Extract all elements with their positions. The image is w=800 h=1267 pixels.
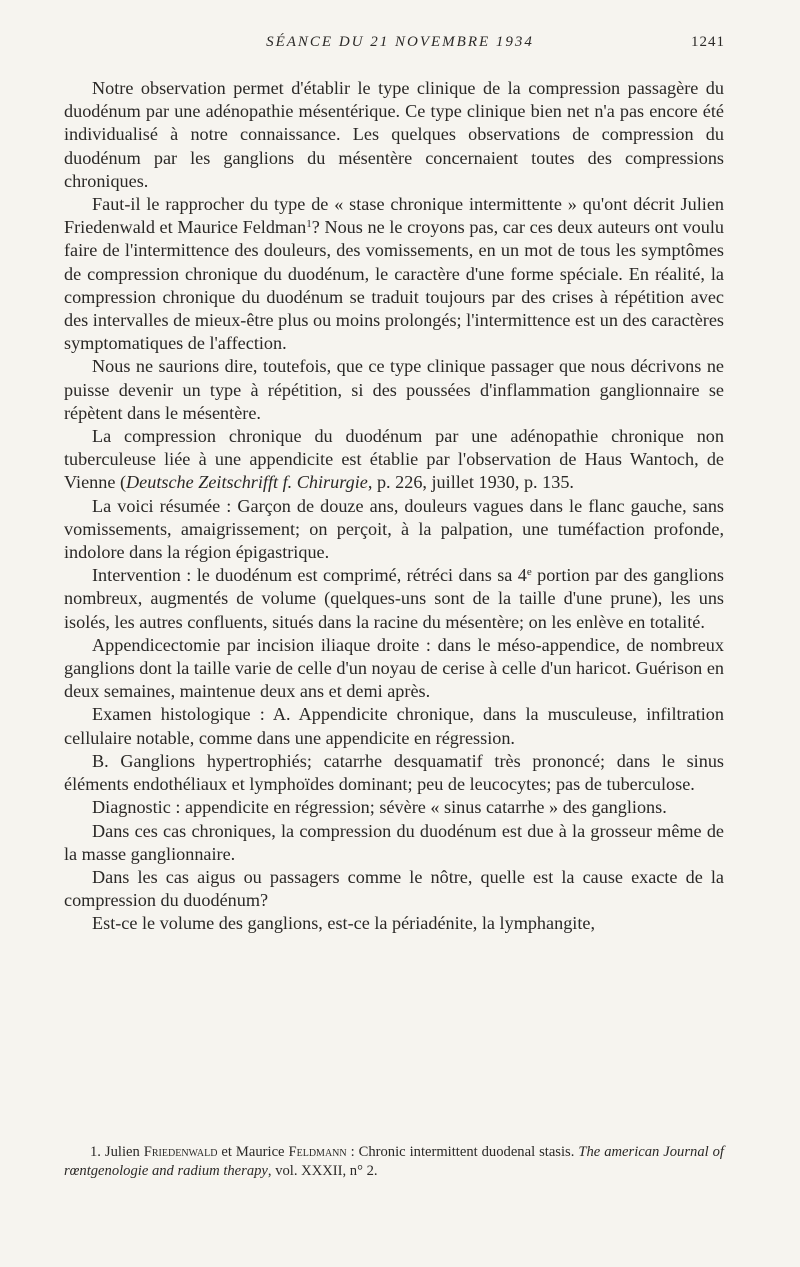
paragraph: Dans les cas aigus ou passagers comme le nôtre, quelle est la cause exacte de la compression du duodénum? — [64, 866, 724, 911]
journal-citation: Deutsche Zeitschrifft f. Chirurgie — [126, 472, 368, 493]
main-text — [64, 77, 724, 936]
header-title: SÉANCE DU 21 NOVEMBRE 1934 — [266, 34, 534, 50]
paragraph: Notre observation permet d'établir le type clinique de la compression passagère du duodénum par une adénopathie mésentérique. Ce type clinique bien net n'a pas encore été individualisé à notre connaissance. Les quelques observations de compression du duodénum par les ganglions du mésentère concernaient toutes des compressions chroniques. — [64, 78, 724, 191]
running-header — [0, 32, 800, 58]
paragraph: B. Ganglions hypertrophiés; catarrhe desquamatif très prononcé; dans le sinus éléments endothéliaux et lymphoïdes dominant; peu de leucocytes; pas de tuberculose. — [64, 750, 724, 795]
footnote-journal: The american Journal of rœntgenologie and radium therapy — [64, 1144, 724, 1179]
paragraph: Dans ces cas chroniques, la compression du duodénum est due à la grosseur même de la masse ganglionnaire. — [64, 820, 724, 864]
paragraph: Faut-il le rapprocher du type de « stase chronique intermittente » qu'ont décrit Julien Friedenwald et Maurice Feldman$^1$? Nous ne le croyons pas, car ces deux auteurs ont voulu faire de l'intermittence des douleurs, des vomissements, en un mot de tous les symptômes de compression chronique du duodénum, le caractère d'une forme spéciale. En réalité, la compression chronique du duodénum se traduit toujours par des crises à répétition avec des intervalles de mieux-être plus ou moins prolongés; l'intermittence est un des caractères symptomatiques de l'affection. — [64, 194, 724, 354]
paragraph: Nous ne saurions dire, toutefois, que ce type clinique passager que nous décrivons ne puisse devenir un type à répétition, si des poussées d'inflammation ganglionnaire se répètent dans le mésentère. — [64, 356, 724, 423]
paragraph: Est-ce le volume des ganglions, est-ce la périadénite, la lymphangite, — [92, 913, 596, 934]
footnote: 1. Julien Friedenwald et Maurice Feldmann : Chronic intermittent duodenal stasis. The american Journal of rœntgenologie and radium therapy, vol. XXXII, n° 2. — [64, 1144, 724, 1179]
paragraph: Intervention : le duodénum est comprimé, rétréci dans sa 4e portion par des ganglions nombreux, augmentés de volume (quelques-uns sont de la taille d'une prune), les uns isolés, les autres confluents, situés dans la racine du mésentère; on les enlève en totalité. — [64, 565, 724, 632]
paragraph: Appendicectomie par incision iliaque droite : dans le méso-appendice, de nombreux ganglions dont la taille varie de celle d'un noyau de cerise à celle d'un haricot. Guérison en deux semaines, maintenue deux ans et demi après. — [64, 634, 724, 702]
page-number: 1241 — [691, 34, 725, 50]
paragraph: Examen histologique : A. Appendicite chronique, dans la musculeuse, infiltration cellulaire notable, comme dans une appendicite en régression. — [64, 704, 724, 748]
footnote-reference[interactable]: 1 — [306, 218, 312, 231]
paragraph: Diagnostic : appendicite en régression; sévère « sinus catarrhe » des ganglions. — [92, 797, 667, 818]
paragraph: La compression chronique du duodénum par une adénopathie chronique non tuberculeuse liée à une appendicite est établie par l'observation de Haus Wantoch, de Vienne (Deutsche Zeitschrifft f. Chirurgie, p. 226, juillet 1930, p. 135. — [64, 426, 724, 493]
paragraph: La voici résumée : Garçon de douze ans, douleurs vagues dans le flanc gauche, sans vomissements, amaigrissement; on perçoit, à la palpation, une tuméfaction profonde, indolore dans la région épigastrique. — [64, 495, 724, 563]
